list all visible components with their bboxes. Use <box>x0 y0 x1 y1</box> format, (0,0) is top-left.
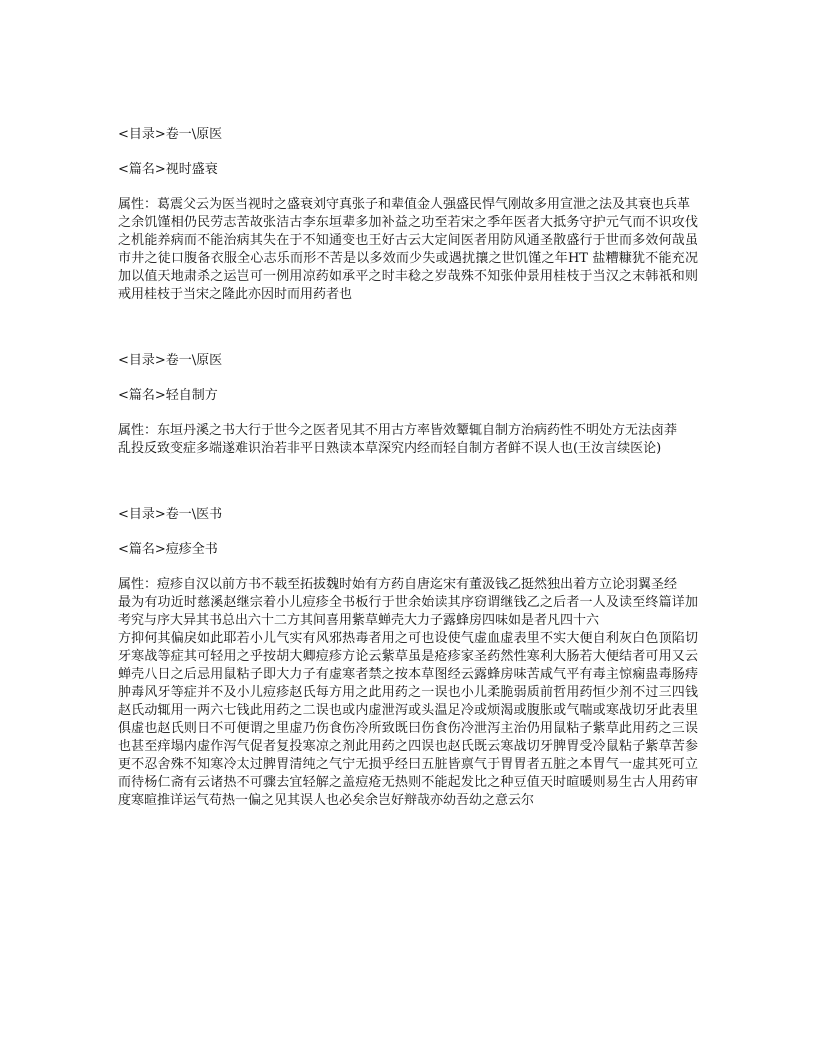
attribute-paragraph: 属性：痘疹自汉以前方书不载至拓拔魏时始有方药自唐迄宋有董汲钱乙挺然独出着方立论羽翼圣经 <box>118 577 678 592</box>
chapter-title: <篇名>痘疹全书 <box>118 542 218 557</box>
catalog-line: <目录>卷一\医书 <box>118 507 223 522</box>
attribute-paragraph: 属性：东垣丹溪之书大行于世今之医者见其不用古方率皆效颦辄自制方治病药性不明处方无法卤莽 <box>118 423 678 438</box>
attribute-text <box>118 576 698 810</box>
catalog-line: <目录>卷一\原医 <box>118 353 223 368</box>
attribute-text <box>118 422 698 458</box>
attribute-paragraph: 方抑何其偏戾如此耶若小儿气实有风邪热毒者用之可也设使气虚血虚表里不实大便自利灰白色顶陷切牙寒战等症其可轻用之乎按胡大卿痘疹方论云紫草虽是疮疹家圣药然性寒利大肠若大便结者可用又云蝉壳八日之后忌用鼠粘子即大力子有虚寒者禁之按本草图经云露蜂房味苦咸气平有毒主惊痫蛊毒肠痔肿毒风牙等症并不及小儿痘疹赵氏每方用之此用药之一误也小儿柔脆弱质前哲用药恒少剂不过三四钱赵氏动辄用一两六七钱此用药之二误也或内虚泄泻或头温足冷或烦渴或腹胀或气喘或寒战切牙此表里俱虚也赵氏则日不可便谓之里虚乃伤食伤冷所致既曰伤食伤冷泄泻主治仍用鼠粘子紫草此用药之三误也甚至痒塌内虚作泻气促者复投寒凉之剂此用药之四误也赵氏既云寒战切牙脾胃受冷鼠粘子紫草苦参更不忍舍殊不知寒冷太过脾胃清纯之气宁无损乎经曰五脏皆禀气于胃胃者五脏之本胃气一虚其死可立而待杨仁斋有云诸热不可骤去宜轻解之盖痘疮无热则不能起发比之种豆值天时暄暖则易生古人用药审度寒暄推详运气苟热一偏之见其误人也必矣余岂好辩哉亦幼吾幼之意云尔 <box>118 631 698 808</box>
entry-dou-zhen-quan-shu <box>118 506 698 810</box>
entry-qing-zi-zhi-fang <box>118 352 698 458</box>
attribute-paragraph: 属性：葛震父云为医当视时之盛衰刘守真张子和辈值金人强盛民悍气刚故多用宣泄之法及其衰也兵革 <box>118 197 691 212</box>
attribute-text <box>118 196 698 304</box>
document-page <box>118 126 698 810</box>
entry-shi-shi-sheng-shuai <box>118 126 698 304</box>
chapter-title: <篇名>轻自制方 <box>118 388 218 403</box>
catalog-line: <目录>卷一\原医 <box>118 127 223 142</box>
attribute-paragraph: 最为有功近时慈溪赵继宗着小儿痘疹全书板行于世余始读其序窃谓继钱乙之后者一人及读至终篇详加考究与序大异其书总出六十二方其间喜用紫草蝉壳大力子露蜂房四味如是者凡四十六 <box>118 595 698 628</box>
chapter-title: <篇名>视时盛衰 <box>118 162 218 177</box>
attribute-paragraph: 之余饥馑相仍民劳志苦故张洁古李东垣辈多加补益之功至若宋之季年医者大抵务守护元气而不识攻伐之机能养病而不能治病其失在于不知通变也王好古云大定间医者用防风通圣散盛行于世而多效何哉虽市井之徒口腹备衣服全心志乐而形不苦是以多效而少失或遇扰攘之世饥馑之年HT 盐糟糠犹不能充况加以值天地肃杀之运岂可一例用凉药如承平之时丰稔之岁哉殊不知张仲景用桂枝于当汉之末韩祇和则戒用桂枝于当宋之隆此亦因时而用药者也 <box>118 215 698 302</box>
attribute-paragraph: 乱投反致变症多端遂难识治若非平日熟读本草深究内经而轻自制方者鲜不误人也(王汝言续医论) <box>118 441 662 456</box>
